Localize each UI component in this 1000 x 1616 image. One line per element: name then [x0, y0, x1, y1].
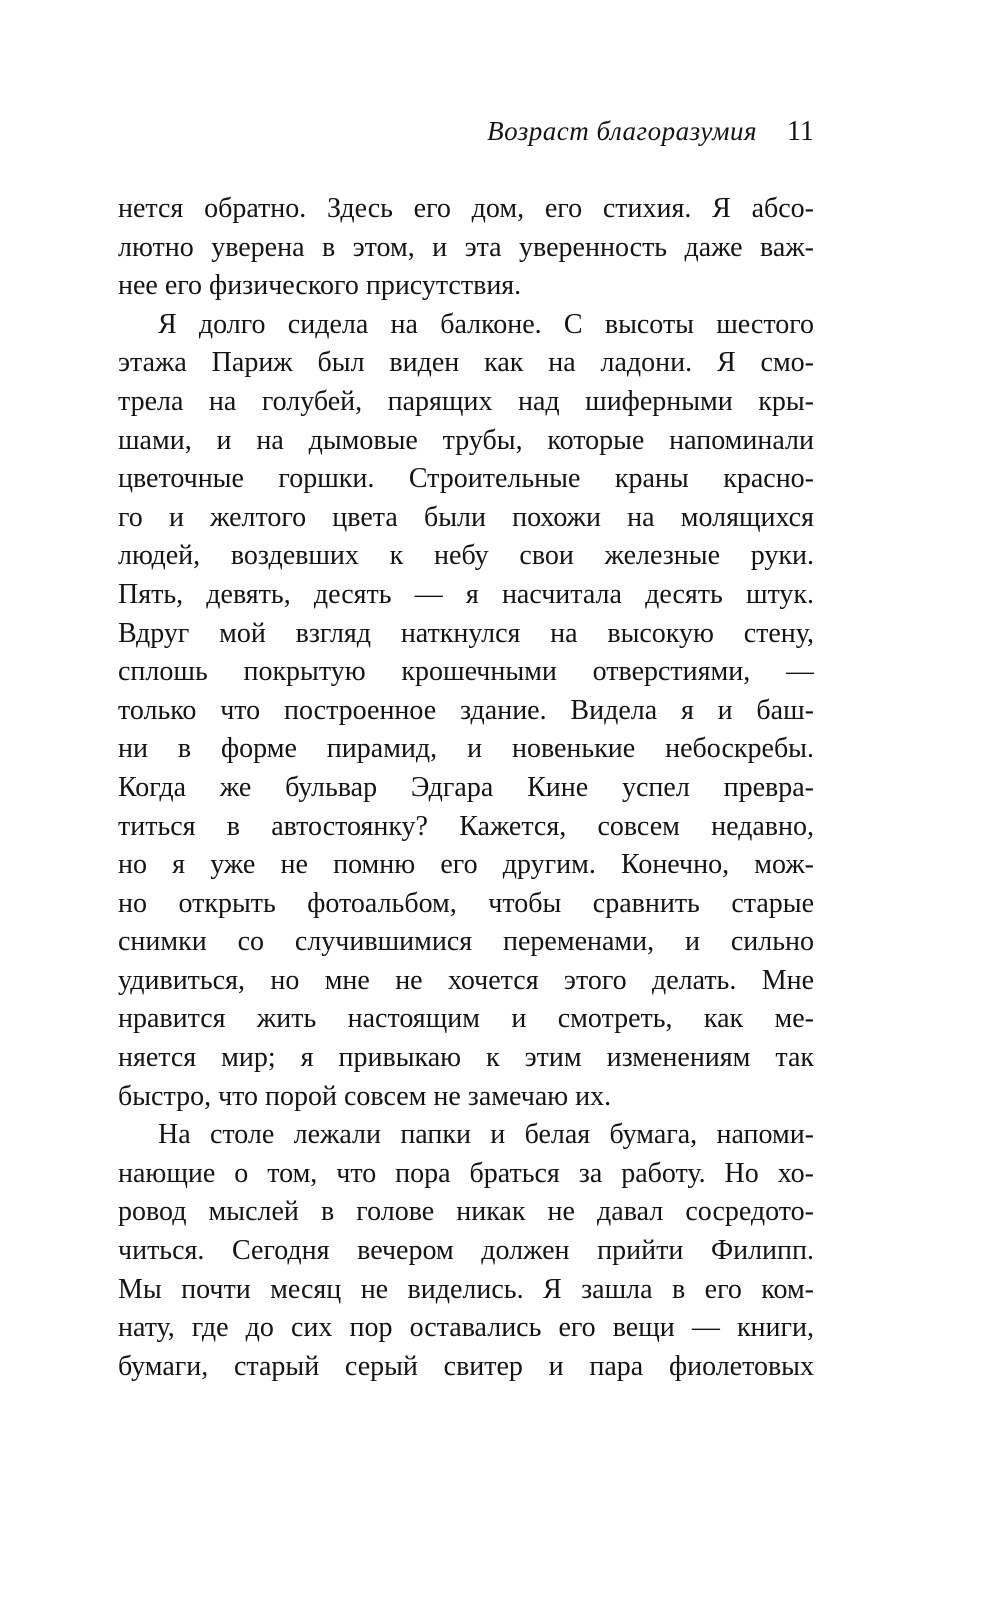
text-line: нее его физического присутствия. — [118, 270, 522, 302]
page-number: 11 — [787, 116, 814, 147]
text-line: Я долго сидела на балконе. С высоты шестого — [158, 308, 814, 340]
text-line: трела на голубей, парящих над шиферными кры- — [118, 385, 814, 417]
text-line: сплошь покрытую крошечными отверстиями, — — [118, 656, 814, 688]
text-line: этажа Париж был виден как на ладони. Я смо- — [118, 347, 814, 379]
page-body-text — [118, 190, 814, 1386]
text-line: нется обратно. Здесь его дом, его стихия. Я абсо- — [118, 193, 814, 224]
text-line: нату, где до сих пор оставались его вещи — книги, — [118, 1312, 814, 1344]
text-line: шами, и на дымовые трубы, которые напоминали — [118, 424, 814, 456]
text-line: нравится жить настоящим и смотреть, как ме- — [118, 1003, 814, 1035]
text-line: цветочные горшки. Строительные краны красно- — [118, 463, 814, 495]
text-line: удивиться, но мне не хочется этого делать. Мне — [118, 964, 814, 996]
text-line: Пять, девять, десять — я насчитала десять штук. — [118, 578, 814, 610]
running-header-title: Возраст благоразумия — [487, 116, 758, 146]
text-line: быстро, что порой совсем не замечаю их. — [118, 1080, 612, 1112]
text-line: людей, воздевших к небу свои железные руки. — [118, 540, 814, 572]
text-line: Вдруг мой взгляд наткнулся на высокую стену, — [118, 617, 814, 649]
text-line: Мы почти месяц не виделись. Я зашла в его ком- — [118, 1273, 814, 1305]
text-line: но открыть фотоальбом, чтобы сравнить старые — [118, 887, 814, 919]
text-line: На столе лежали папки и белая бумага, напоми- — [158, 1119, 814, 1151]
text-line: ни в форме пирамид, и новенькие небоскребы. — [118, 733, 814, 765]
text-line: Когда же бульвар Эдгара Кине успел превра- — [118, 771, 814, 803]
text-line: го и желтого цвета были похожи на молящихся — [118, 501, 814, 533]
text-line: ровод мыслей в голове никак не давал сосредото- — [118, 1196, 814, 1228]
text-line: титься в автостоянку? Кажется, совсем недавно, — [118, 810, 814, 842]
text-line: няется мир; я привыкаю к этим изменениям так — [118, 1042, 814, 1074]
text-line: читься. Сегодня вечером должен прийти Филипп. — [118, 1235, 814, 1267]
text-line: бумаги, старый серый свитер и пара фиолетовых — [118, 1350, 814, 1382]
text-line: только что построенное здание. Видела я и баш- — [118, 694, 814, 726]
text-line: нающие о том, что пора браться за работу. Но хо- — [118, 1157, 814, 1189]
text-line: но я уже не помню его другим. Конечно, мож- — [118, 849, 814, 881]
text-line: снимки со случившимися переменами, и сильно — [118, 926, 814, 958]
text-line: лютно уверена в этом, и эта уверенность даже важ- — [118, 231, 814, 263]
running-header — [118, 116, 814, 148]
